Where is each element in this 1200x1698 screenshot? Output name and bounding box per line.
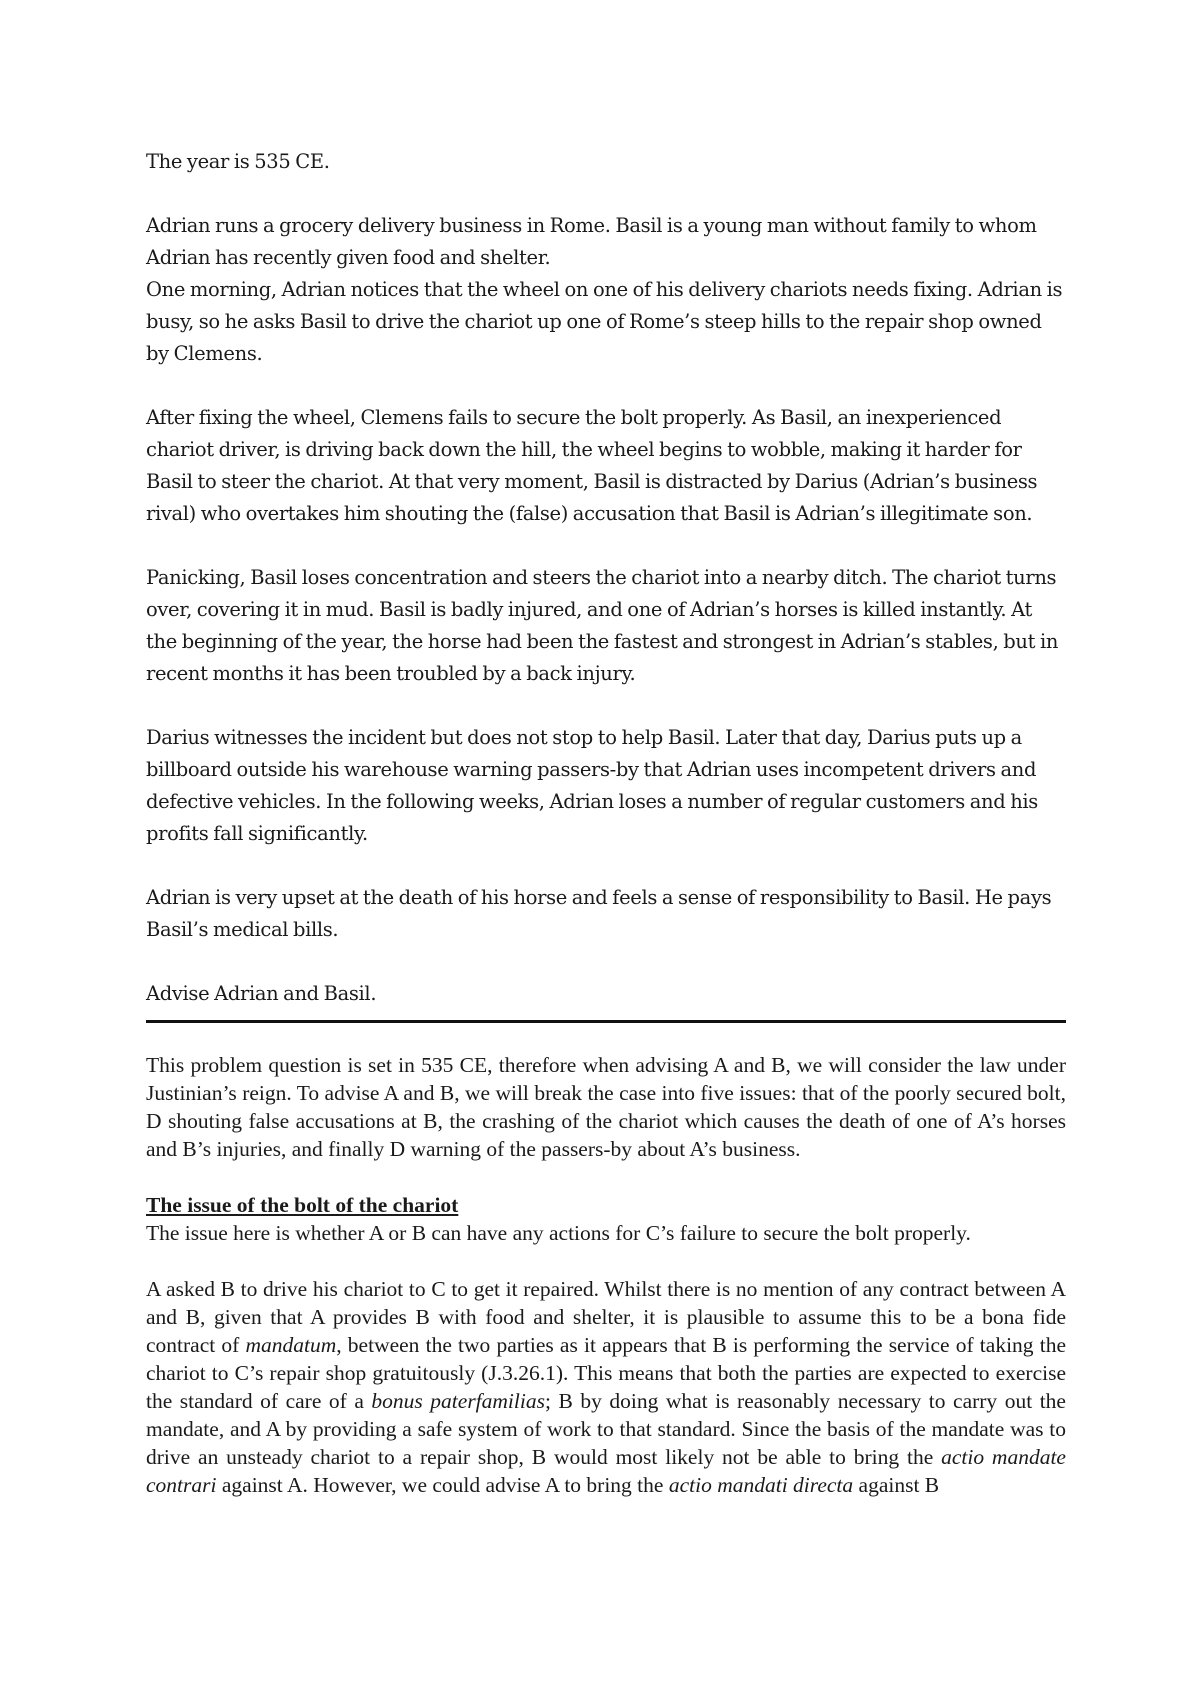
question-paragraph: Darius witnesses the incident but does not stop to help Basil. Later that day, Darius puts up a billboard outside his warehouse warning passers-by that Adrian uses incompetent drivers and defective vehicles. In the following weeks, Adrian loses a number of regular customers and his profits fall significantly.	[146, 726, 1038, 845]
question-paragraph: Panicking, Basil loses concentration and steers the chariot into a nearby ditch. The chariot turns over, covering it in mud. Basil is badly injured, and one of Adrian’s horses is killed instantly. At the beginning of the year, the horse had been the fastest and strongest in Adrian’s stables, but in recent months it has been troubled by a back injury.	[146, 566, 1059, 685]
year-line: The year is 535 CE.	[146, 150, 330, 173]
section-divider	[146, 1020, 1066, 1023]
answer-paragraph	[146, 1275, 1066, 1499]
latin-term: actio mandati directa	[668, 1473, 854, 1497]
text-run: against B	[853, 1473, 940, 1497]
latin-term: actio mandate contrari	[146, 1445, 1066, 1497]
text-run: against A. However, we could advise A to bring the	[216, 1473, 669, 1497]
question-paragraph: Adrian runs a grocery delivery business in Rome. Basil is a young man without family to whom Adrian has recently given food and shelter.	[146, 214, 1037, 269]
question-paragraph: After fixing the wheel, Clemens fails to secure the bolt properly. As Basil, an inexperienced chariot driver, is driving back down the hill, the wheel begins to wobble, making it harder for Basil to steer the chariot. At that very moment, Basil is distracted by Darius (Adrian’s business rival) who overtakes him shouting the (false) accusation that Basil is Adrian’s illegitimate son.	[146, 406, 1038, 525]
answer-intro: This problem question is set in 535 CE, therefore when advising A and B, we will consider the law under Justinian’s reign. To advise A and B, we will break the case into five issues: that of the poorly secured bolt, D shouting false accusations at B, the crashing of the chariot which causes the death of one of A’s horses and B’s injuries, and finally D warning of the passers-by about A’s business.	[146, 1053, 1066, 1161]
latin-term: mandatum	[245, 1333, 337, 1357]
text-run: ; B by doing what is reasonably necessary to carry out the mandate, and A by providing a safe system of work to that standard. Since the basis of the mandate was to drive an unsteady chariot to a repair shop, B would most likely not be able to bring the	[146, 1389, 1066, 1469]
latin-term: bonus paterfamilias	[371, 1389, 545, 1413]
text-run: , between the two parties as it appears that B is performing the service of taking the chariot to C’s repair shop gratuitously (J.3.26.1). This means that both the parties are expected to exercise the standard of care of a	[146, 1333, 1066, 1413]
question-paragraph: Adrian is very upset at the death of his horse and feels a sense of responsibility to Basil. He pays Basil’s medical bills.	[146, 886, 1052, 941]
text-run: A asked B to drive his chariot to C to get it repaired. Whilst there is no mention of any contract between A and B, given that A provides B with food and shelter, it is plausible to assume this to be a bona fide contract of	[146, 1277, 1066, 1357]
problem-question	[146, 146, 1066, 1010]
answer-section	[146, 1051, 1066, 1499]
issue-heading: The issue of the bolt of the chariot	[146, 1193, 459, 1217]
issue-statement: The issue here is whether A or B can have any actions for C’s failure to secure the bolt properly.	[146, 1221, 971, 1245]
question-paragraph: One morning, Adrian notices that the wheel on one of his delivery chariots needs fixing. Adrian is busy, so he asks Basil to drive the chariot up one of Rome’s steep hills to the repair shop owned by Clemens.	[146, 278, 1063, 365]
advise-line: Advise Adrian and Basil.	[146, 982, 377, 1005]
document-page	[146, 146, 1066, 1499]
